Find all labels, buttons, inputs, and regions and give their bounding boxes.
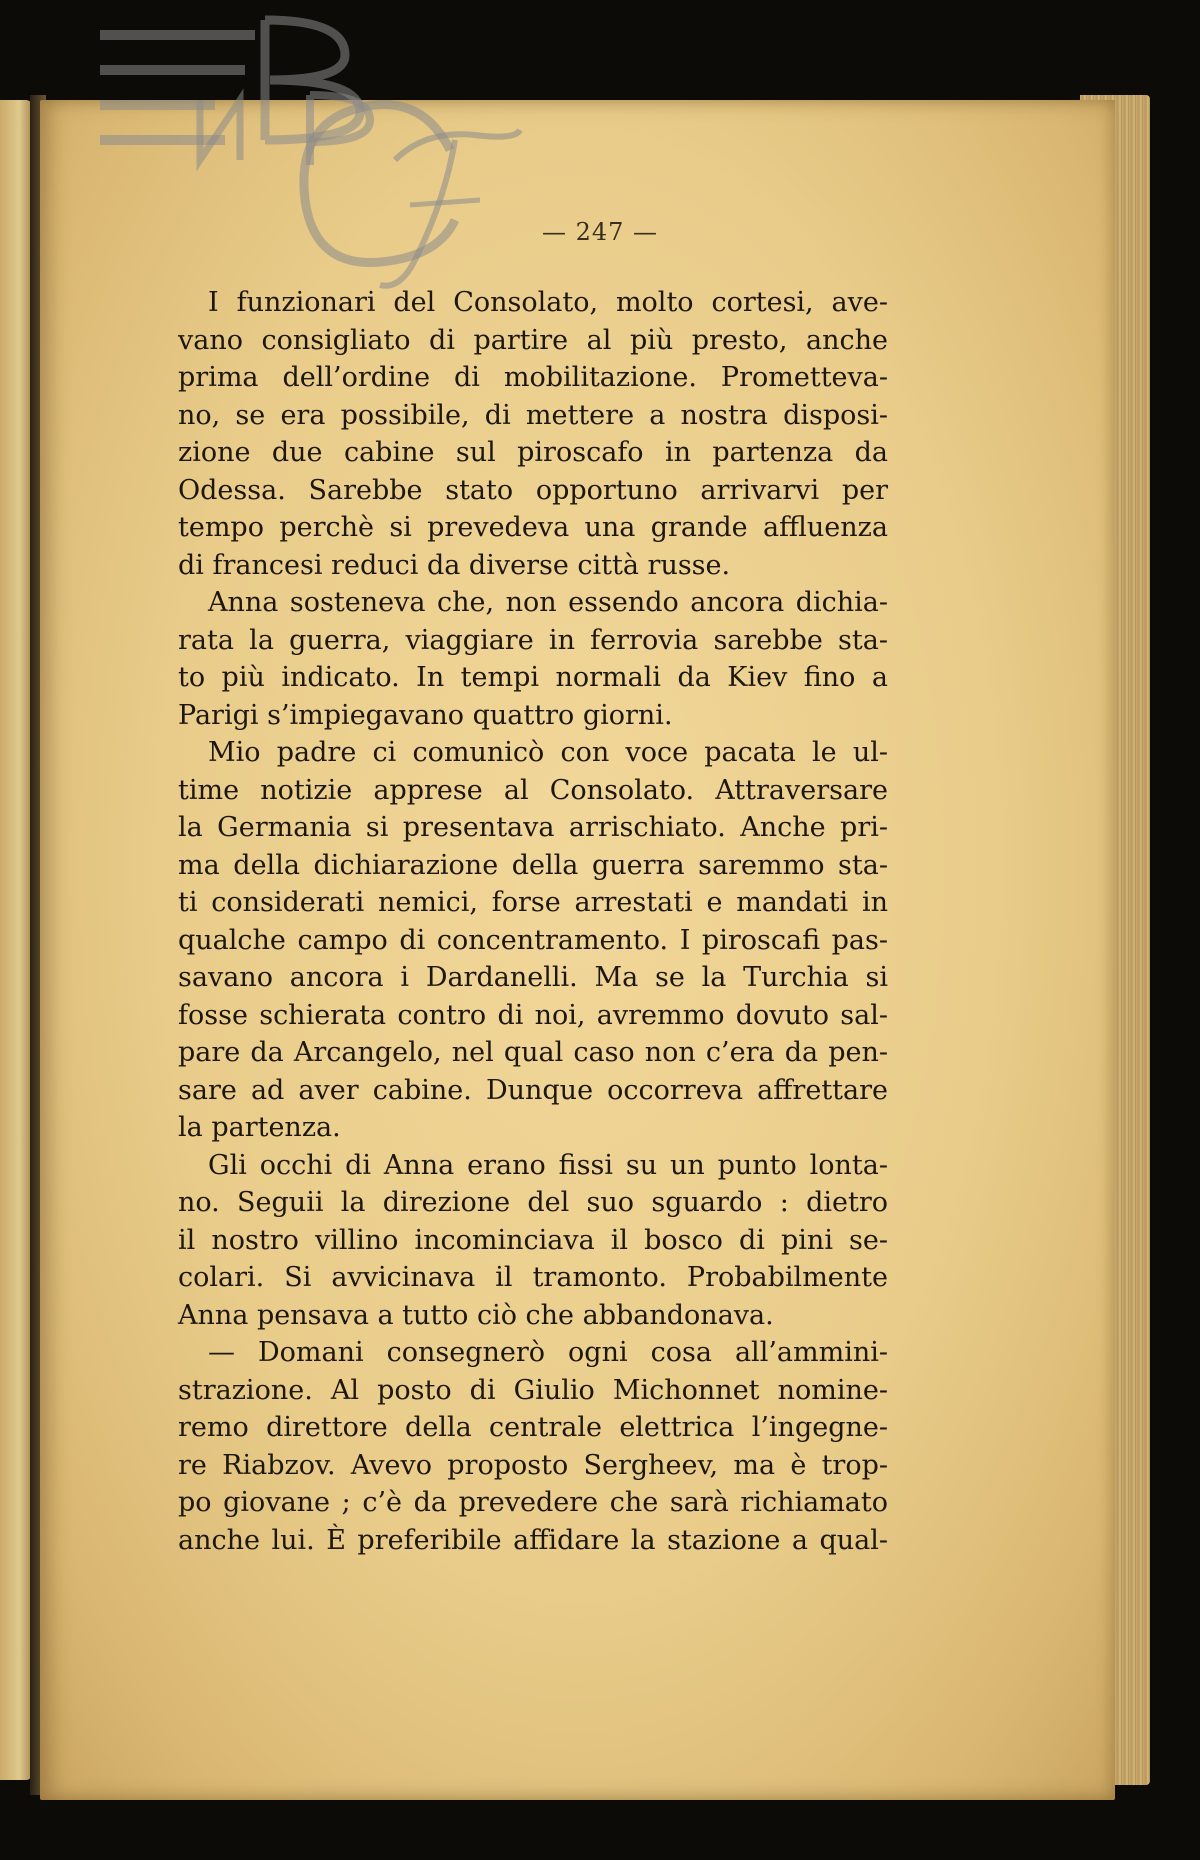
text-line: prima dell’ordine di mobilitazione. Prometteva- bbox=[178, 362, 888, 393]
text-line: Parigi s’impiegavano quattro giorni. bbox=[178, 699, 673, 731]
text-line: di francesi reduci da diverse città russe. bbox=[178, 549, 731, 581]
text-line: la Germania si presentava arrischiato. Anche pri- bbox=[178, 812, 888, 843]
text-line: Mio padre ci comunicò con voce pacata le ul- bbox=[208, 737, 888, 768]
text-line: Anna sosteneva che, non essendo ancora dichia- bbox=[208, 587, 888, 618]
text-line: — Domani consegnerò ogni cosa all’ammini- bbox=[208, 1337, 888, 1368]
text-line: anche lui. È preferibile affidare la stazione a qual- bbox=[178, 1524, 888, 1556]
text-line: no. Seguii la direzione del suo sguardo : dietro bbox=[178, 1187, 888, 1218]
text-line: po giovane ; c’è da prevedere che sarà richiamato bbox=[178, 1487, 888, 1518]
text-line: strazione. Al posto di Giulio Michonnet nomine- bbox=[178, 1374, 888, 1406]
text-line: colari. Si avvicinava il tramonto. Probabilmente bbox=[178, 1262, 888, 1293]
text-line: re Riabzov. Avevo proposto Sergheev, ma è trop- bbox=[178, 1449, 888, 1481]
text-line: sare ad aver cabine. Dunque occorreva affrettare bbox=[178, 1074, 888, 1106]
text-line: remo direttore della centrale elettrica l’ingegne- bbox=[178, 1412, 888, 1443]
text-line: pare da Arcangelo, nel qual caso non c’era da pen- bbox=[178, 1037, 888, 1068]
text-line: ma della dichiarazione della guerra saremmo sta- bbox=[178, 849, 888, 881]
text-line: Odessa. Sarebbe stato opportuno arrivarvi per bbox=[178, 474, 888, 506]
text-line: qualche campo di concentramento. I piroscafi pas- bbox=[178, 924, 888, 956]
text-line: no, se era possibile, di mettere a nostra disposi- bbox=[178, 399, 888, 431]
text-line: vano consigliato di partire al più presto, anche bbox=[178, 324, 888, 356]
text-line: la partenza. bbox=[178, 1112, 341, 1143]
text-line: Anna pensava a tutto ciò che abbandonava. bbox=[178, 1299, 774, 1331]
page-number: — 247 — bbox=[541, 218, 659, 246]
text-line: ti considerati nemici, forse arrestati e mandati in bbox=[178, 887, 888, 918]
text-line: savano ancora i Dardanelli. Ma se la Turchia si bbox=[178, 962, 888, 993]
body-text bbox=[178, 284, 888, 1559]
text-line: Gli occhi di Anna erano fissi su un punto lonta- bbox=[208, 1149, 888, 1181]
text-line: time notizie apprese al Consolato. Attraversare bbox=[178, 774, 888, 806]
text-line: zione due cabine sul piroscafo in partenza da bbox=[178, 437, 888, 468]
text-line: fosse schierata contro di noi, avremmo dovuto sal- bbox=[178, 999, 888, 1031]
text-line: to più indicato. In tempi normali da Kiev fino a bbox=[178, 662, 888, 693]
left-page-edge bbox=[0, 100, 32, 1780]
text-line: tempo perchè si prevedeva una grande affluenza bbox=[178, 512, 888, 543]
text-line: il nostro villino incominciava il bosco di pini se- bbox=[178, 1224, 888, 1256]
text-line: rata la guerra, viaggiare in ferrovia sarebbe sta- bbox=[178, 624, 888, 656]
text-line: I funzionari del Consolato, molto cortesi, ave- bbox=[208, 287, 888, 318]
